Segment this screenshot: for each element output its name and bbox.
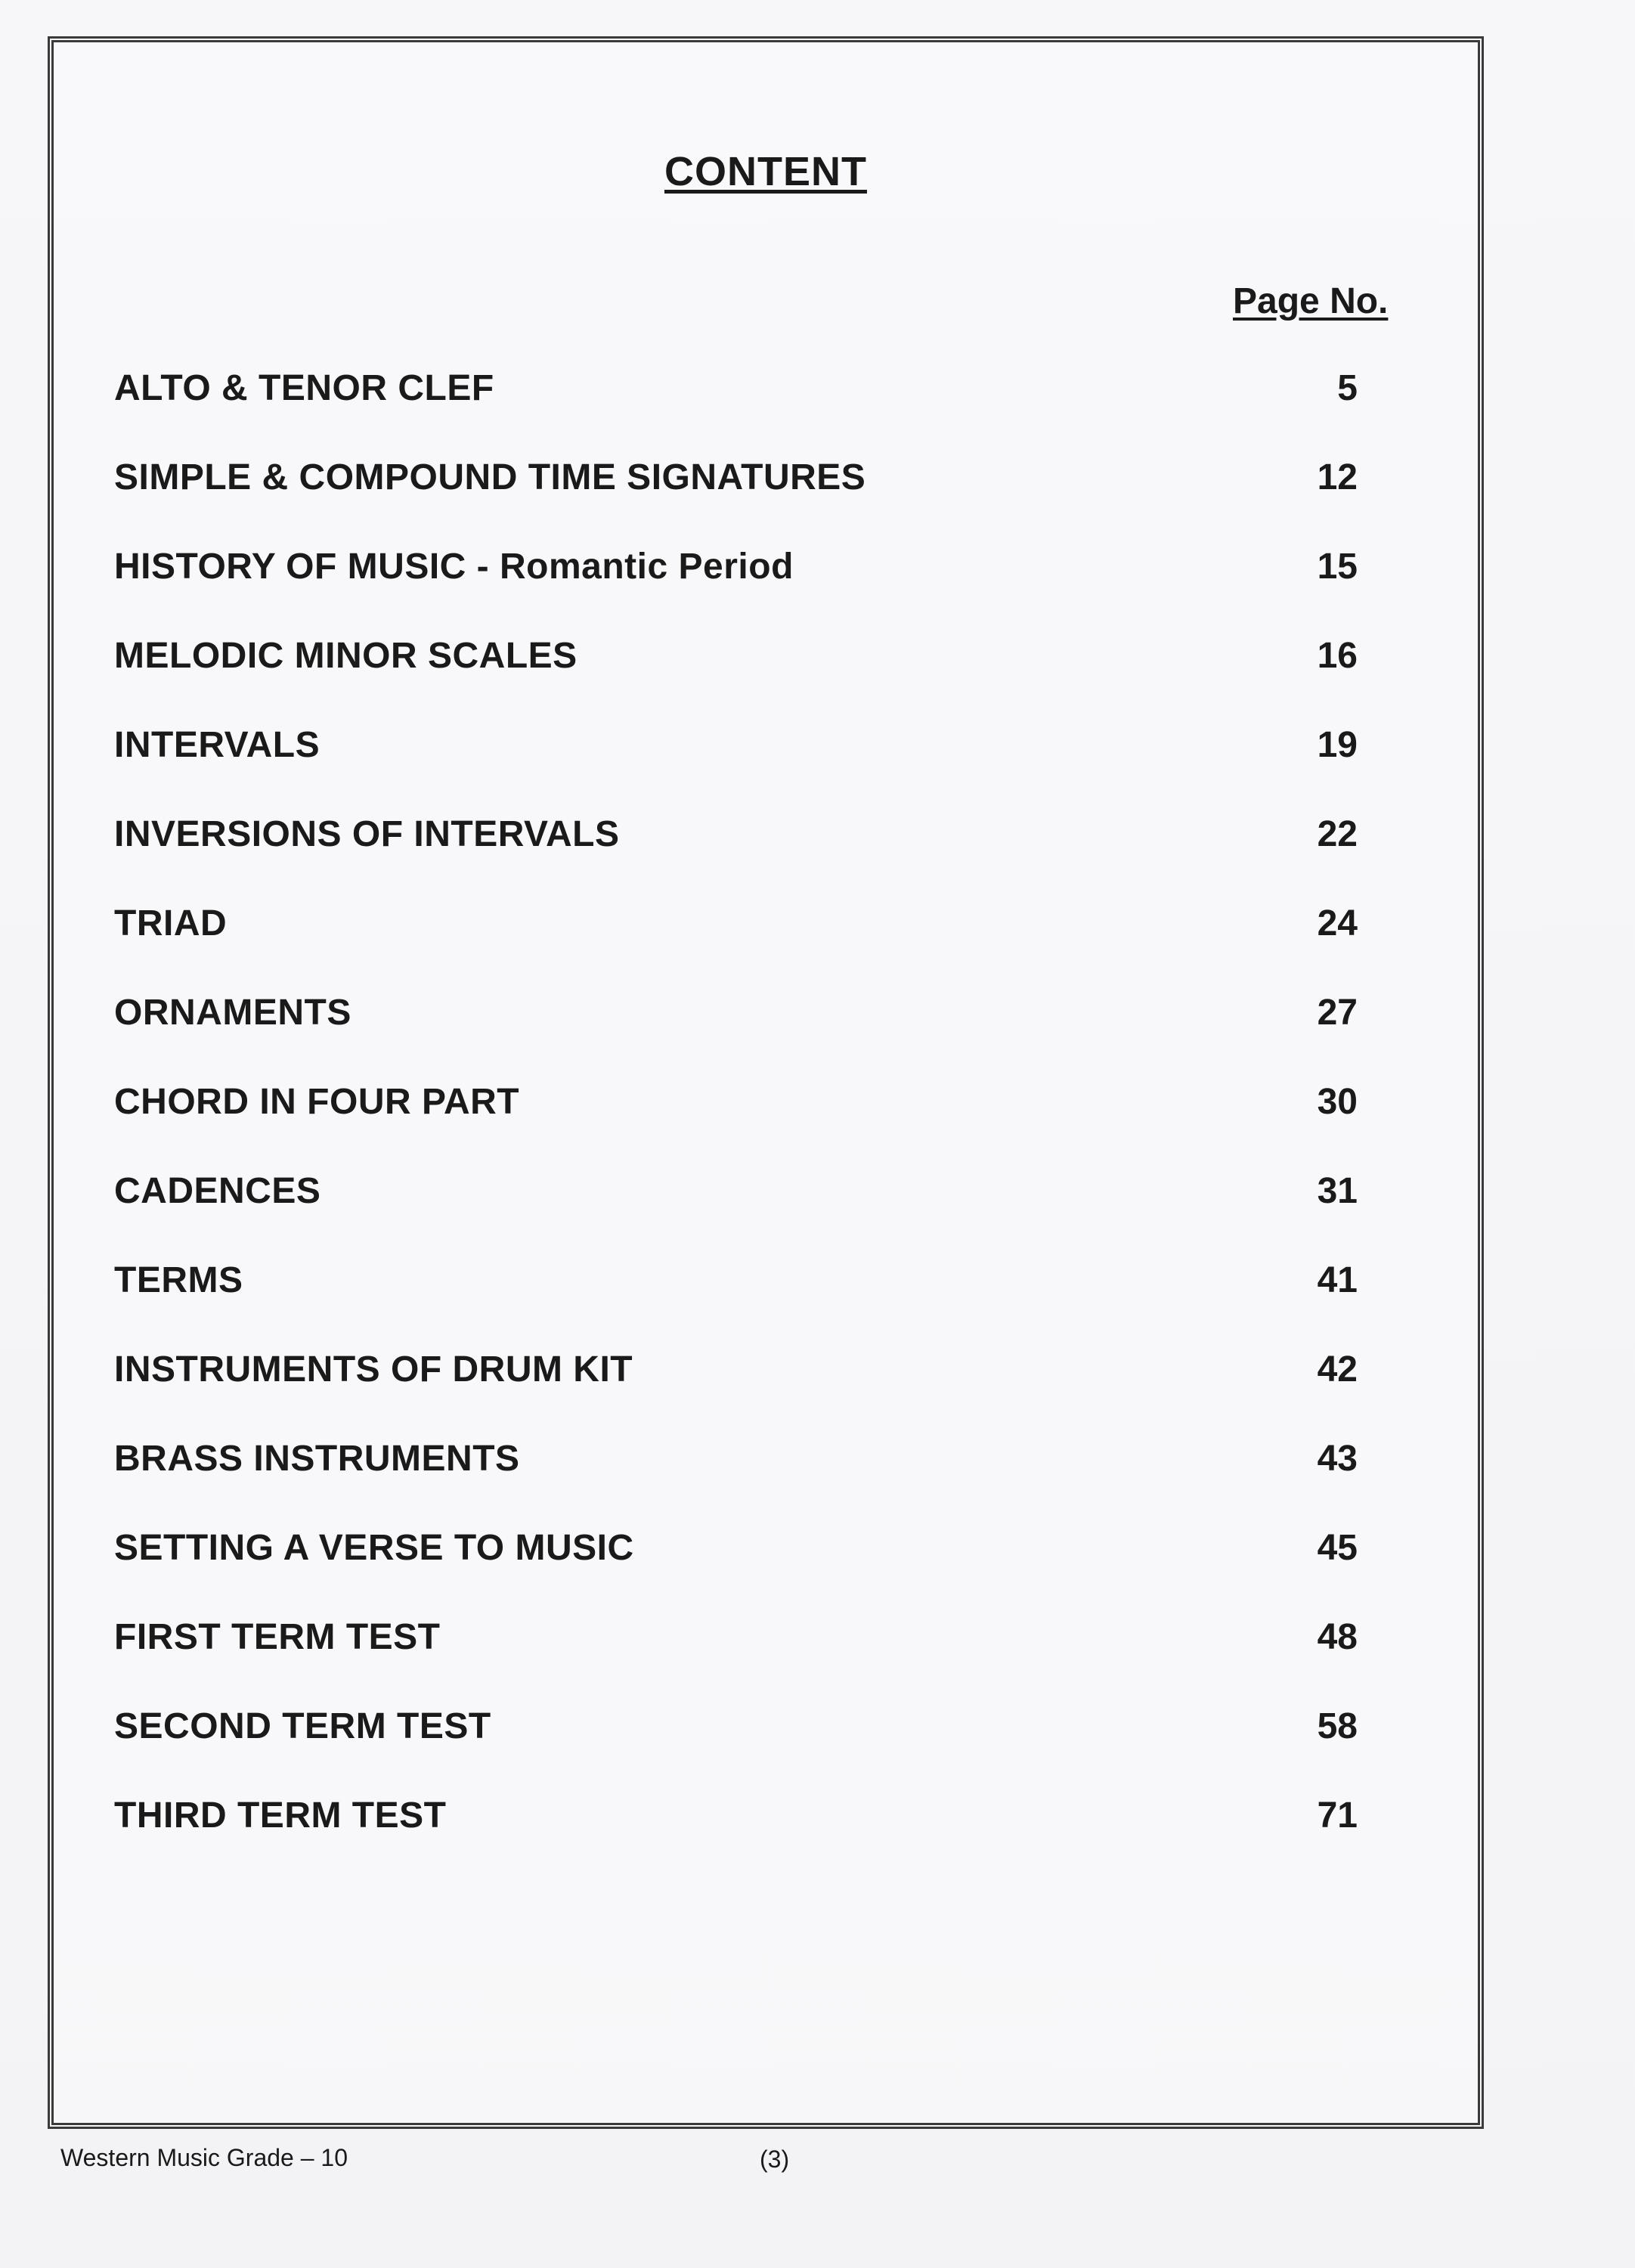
toc-title: INTERVALS — [114, 725, 320, 765]
toc-page-number: 45 — [1317, 1528, 1358, 1568]
toc-title: SECOND TERM TEST — [114, 1706, 491, 1746]
toc-title: INVERSIONS OF INTERVALS — [114, 814, 620, 854]
toc-row[interactable] — [114, 1438, 1414, 1527]
toc-title: SETTING A VERSE TO MUSIC — [114, 1528, 634, 1568]
toc-page-number: 24 — [1317, 903, 1358, 943]
toc-title: HISTORY OF MUSIC - Romantic Period — [114, 547, 794, 587]
toc-row[interactable] — [114, 724, 1414, 813]
toc-page-number: 5 — [1337, 368, 1358, 408]
toc-title: ALTO & TENOR CLEF — [114, 368, 494, 408]
toc-row[interactable] — [114, 992, 1414, 1081]
toc-title: TERMS — [114, 1260, 243, 1300]
toc-row[interactable] — [114, 367, 1414, 457]
content-frame — [48, 36, 1484, 2129]
toc-title: BRASS INSTRUMENTS — [114, 1439, 520, 1479]
toc-page-number: 31 — [1317, 1171, 1358, 1211]
toc-page-number: 71 — [1317, 1796, 1358, 1836]
toc-page-number: 58 — [1317, 1706, 1358, 1746]
toc-page-number: 42 — [1317, 1349, 1358, 1390]
toc-title: INSTRUMENTS OF DRUM KIT — [114, 1349, 633, 1390]
toc-row[interactable] — [114, 1616, 1414, 1706]
toc-title: TRIAD — [114, 903, 228, 943]
toc-row[interactable] — [114, 1170, 1414, 1259]
toc-row[interactable] — [114, 635, 1414, 724]
toc-page-number: 22 — [1317, 814, 1358, 854]
toc-row[interactable] — [114, 1527, 1414, 1616]
page-title: CONTENT — [664, 149, 867, 194]
toc-row[interactable] — [114, 813, 1414, 903]
toc-title: MELODIC MINOR SCALES — [114, 636, 578, 676]
toc-page-number: 30 — [1317, 1082, 1358, 1122]
footer-book-title: Western Music Grade – 10 — [60, 2144, 348, 2171]
toc-title: ORNAMENTS — [114, 993, 351, 1033]
toc-page-number: 16 — [1317, 636, 1358, 676]
page-no-header: Page No. — [1233, 281, 1389, 321]
toc-row[interactable] — [114, 1795, 1414, 1884]
toc-row[interactable] — [114, 546, 1414, 635]
toc-row[interactable] — [114, 903, 1414, 992]
toc-title: SIMPLE & COMPOUND TIME SIGNATURES — [114, 457, 866, 497]
toc-page-number: 43 — [1317, 1439, 1358, 1479]
toc-page-number: 27 — [1317, 993, 1358, 1033]
toc-page-number: 41 — [1317, 1260, 1358, 1300]
toc-page-number: 15 — [1317, 547, 1358, 587]
toc-row[interactable] — [114, 1706, 1414, 1795]
toc-title: THIRD TERM TEST — [114, 1796, 447, 1836]
toc-row[interactable] — [114, 1259, 1414, 1349]
toc-row[interactable] — [114, 1081, 1414, 1170]
toc-page-number: 12 — [1317, 457, 1358, 497]
toc-title: CADENCES — [114, 1171, 321, 1211]
footer-page-number: (3) — [760, 2146, 790, 2173]
toc-page-number: 48 — [1317, 1617, 1358, 1657]
toc-row[interactable] — [114, 1349, 1414, 1438]
toc-page-number: 19 — [1317, 725, 1358, 765]
table-of-contents — [114, 367, 1414, 1884]
toc-title: FIRST TERM TEST — [114, 1617, 441, 1657]
toc-row[interactable] — [114, 457, 1414, 546]
toc-title: CHORD IN FOUR PART — [114, 1082, 520, 1122]
